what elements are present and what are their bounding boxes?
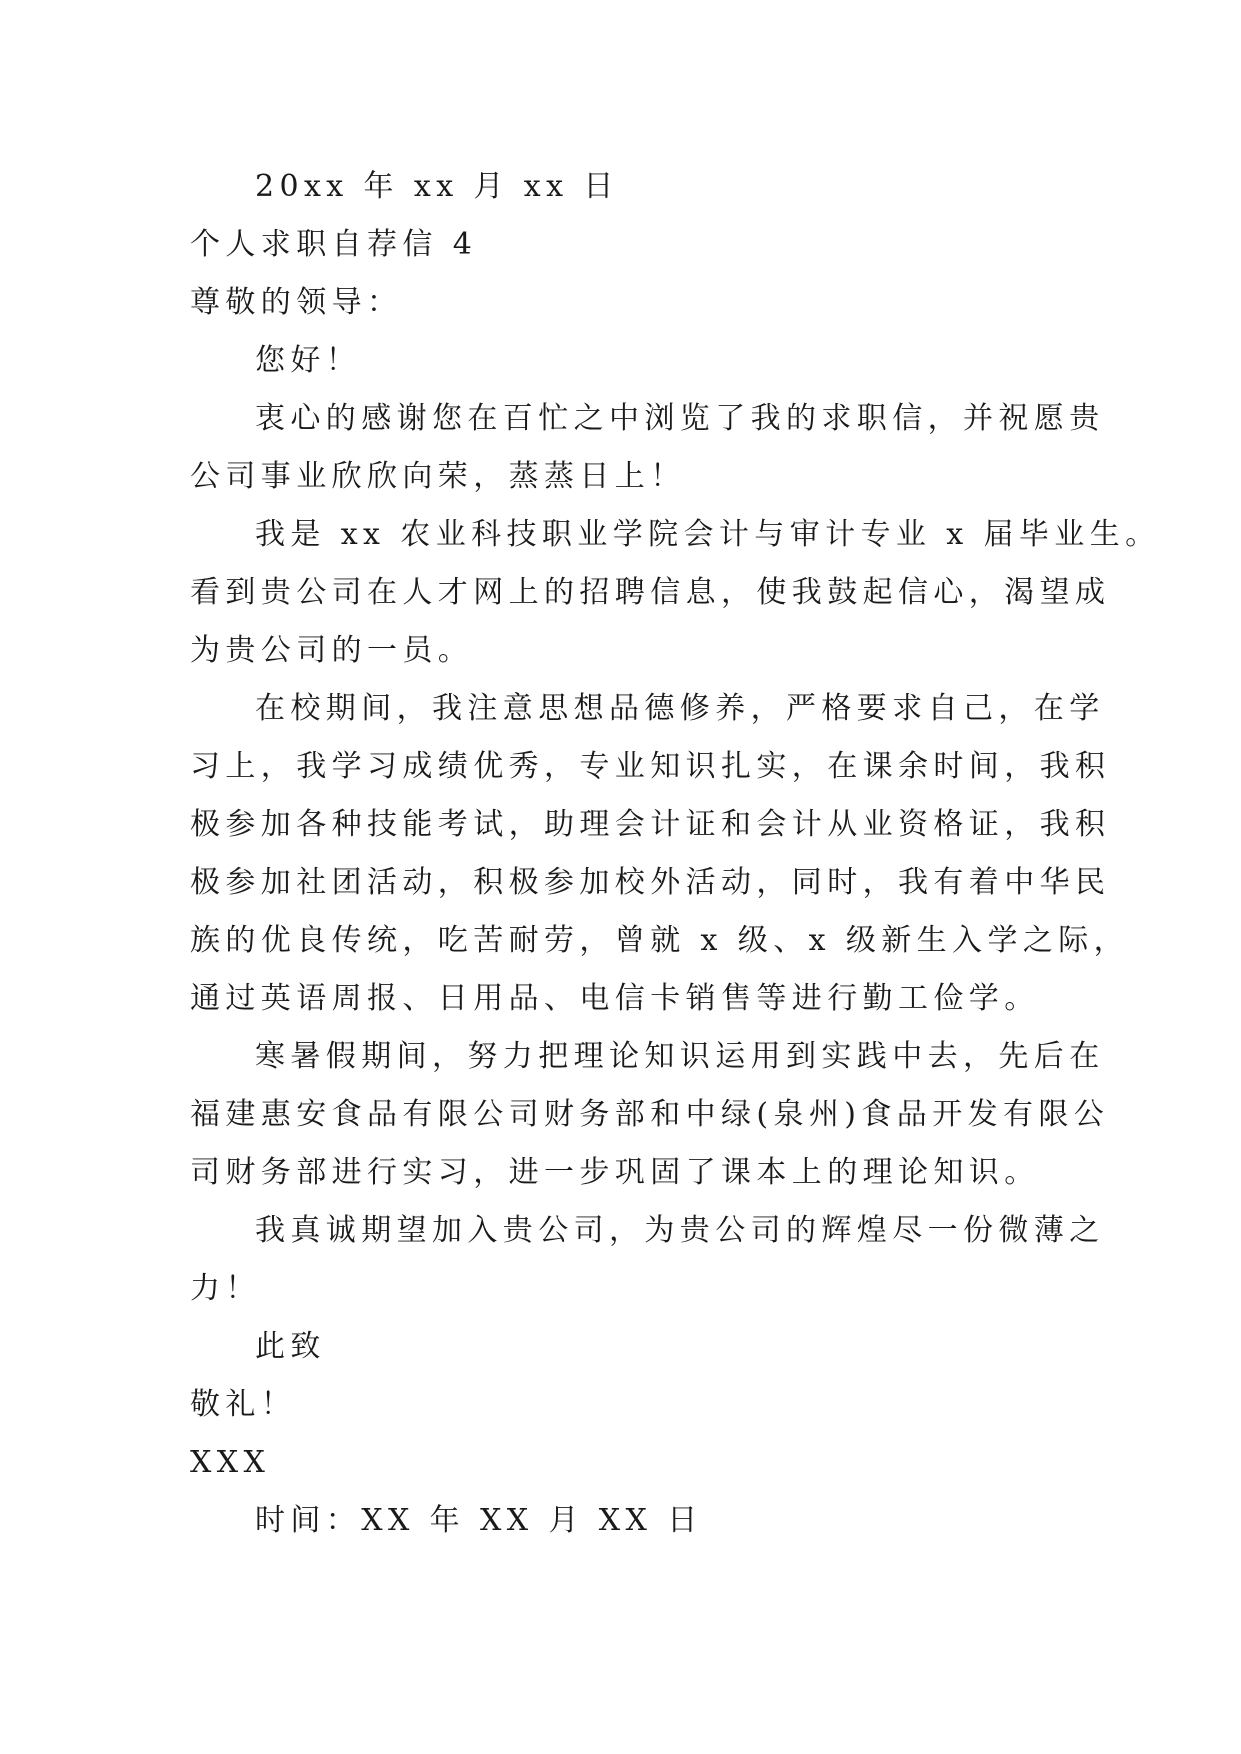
paragraph-line: 通过英语周报、日用品、电信卡销售等进行勤工俭学。 — [190, 981, 1040, 1016]
paragraph-line: 极参加社团活动，积极参加校外活动，同时，我有着中华民 — [190, 865, 1111, 900]
greeting: 您好！ — [255, 343, 362, 378]
paragraph-line: 司财务部进行实习，进一步巩固了课本上的理论知识。 — [190, 1155, 1040, 1190]
paragraph-line: 为贵公司的一员。 — [190, 633, 474, 668]
letter-title: 个人求职自荐信 4 — [190, 227, 478, 262]
paragraph-line: 寒暑假期间，努力把理论知识运用到实践中去，先后在 — [255, 1039, 1105, 1074]
regards: 敬礼！ — [190, 1387, 297, 1422]
paragraph-line: 福建惠安食品有限公司财务部和中绿(泉州)食品开发有限公 — [190, 1097, 1110, 1132]
salutation: 尊敬的领导： — [190, 285, 403, 320]
paragraph-line: 族的优良传统，吃苦耐劳，曾就 x 级、x 级新生入学之际， — [190, 923, 1130, 958]
paragraph-line: 看到贵公司在人才网上的招聘信息，使我鼓起信心，渴望成 — [190, 575, 1111, 610]
paragraph-line: 我真诚期望加入贵公司，为贵公司的辉煌尽一份微薄之 — [255, 1213, 1105, 1248]
paragraph-line: 我是 xx 农业科技职业学院会计与审计专业 x 届毕业生。 — [255, 517, 1161, 552]
paragraph-line: 公司事业欣欣向荣，蒸蒸日上！ — [190, 459, 686, 494]
paragraph-line: 在校期间，我注意思想品德修养，严格要求自己，在学 — [255, 691, 1105, 726]
paragraph-line: 衷心的感谢您在百忙之中浏览了我的求职信，并祝愿贵 — [255, 401, 1105, 436]
signature: XXX — [190, 1445, 271, 1480]
date-line: 20xx 年 xx 月 xx 日 — [255, 169, 619, 204]
paragraph-line: 力！ — [190, 1271, 261, 1306]
time-line: 时间：XX 年 XX 月 XX 日 — [255, 1503, 703, 1538]
paragraph-line: 极参加各种技能考试，助理会计证和会计从业资格证，我积 — [190, 807, 1111, 842]
closing: 此致 — [255, 1329, 326, 1364]
paragraph-line: 习上，我学习成绩优秀，专业知识扎实，在课余时间，我积 — [190, 749, 1111, 784]
